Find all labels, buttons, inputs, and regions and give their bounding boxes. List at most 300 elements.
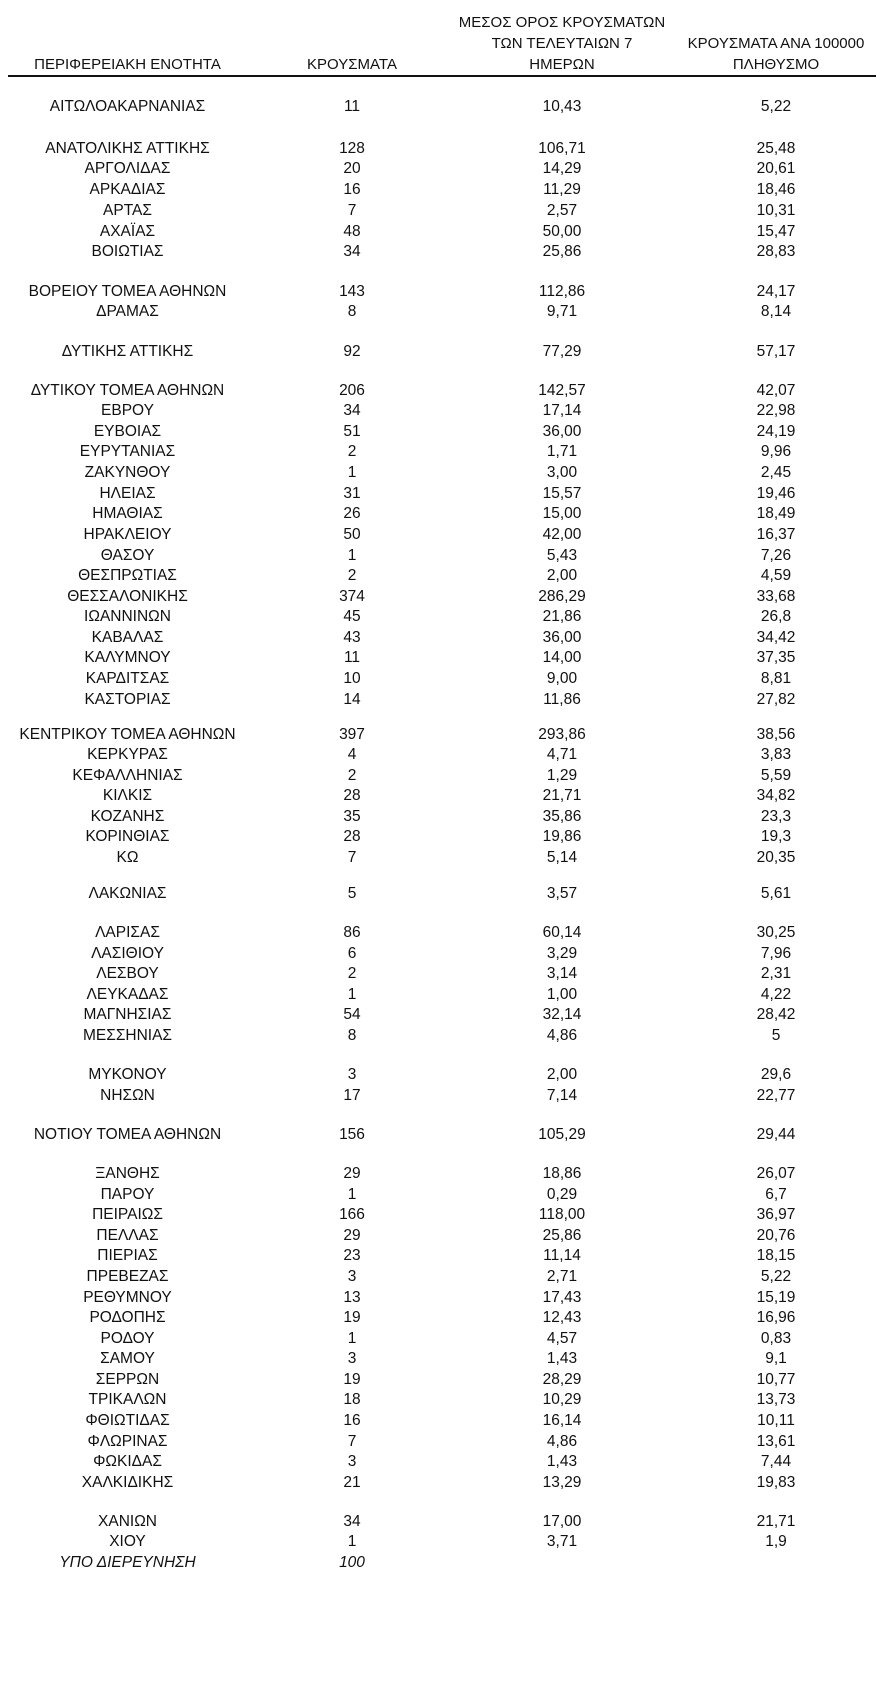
table-row xyxy=(0,463,881,483)
per100k-cell: 2,45 xyxy=(760,464,792,481)
per100k-cell: 24,17 xyxy=(756,283,796,300)
table-row xyxy=(0,1226,881,1246)
per100k-cell: 18,15 xyxy=(756,1247,796,1264)
cases-cell: 11 xyxy=(343,98,361,115)
cases-cell: 128 xyxy=(339,140,365,157)
cases-cell: 1 xyxy=(347,986,357,1003)
cases-cell: 92 xyxy=(343,343,361,360)
cases-cell: 7 xyxy=(347,1433,357,1450)
per100k-cell: 5,59 xyxy=(760,767,792,784)
cases-cell: 8 xyxy=(347,303,357,320)
table-row xyxy=(0,1288,881,1308)
table-row xyxy=(0,807,881,827)
avg7-cell: 7,14 xyxy=(546,1087,578,1104)
per100k-cell: 25,48 xyxy=(756,140,796,157)
table-row xyxy=(0,848,881,868)
region-cell: ΑΡΤΑΣ xyxy=(103,202,152,219)
region-cell: ΕΒΡΟΥ xyxy=(101,402,154,419)
per100k-cell: 26,8 xyxy=(760,608,792,625)
avg7-cell: 4,86 xyxy=(546,1027,578,1044)
avg7-cell: 15,57 xyxy=(542,485,582,502)
header-per100k-line2: ΠΛΗΘΥΣΜΟ xyxy=(732,56,820,73)
region-cell: ΜΕΣΣΗΝΙΑΣ xyxy=(82,1027,173,1044)
avg7-cell: 21,86 xyxy=(542,608,582,625)
region-cell: ΦΛΩΡΙΝΑΣ xyxy=(87,1433,168,1450)
per100k-cell: 15,19 xyxy=(756,1289,796,1306)
cases-cell: 3 xyxy=(347,1066,357,1083)
table-row xyxy=(0,1329,881,1349)
table-row xyxy=(0,566,881,586)
cases-cell: 100 xyxy=(339,1554,365,1571)
cases-cell: 16 xyxy=(343,1412,361,1429)
table-row xyxy=(0,381,881,401)
avg7-cell: 3,00 xyxy=(546,464,578,481)
avg7-cell: 4,71 xyxy=(546,746,578,763)
per100k-cell: 1,9 xyxy=(765,1533,787,1550)
per100k-cell: 28,83 xyxy=(756,243,796,260)
per100k-cell: 13,73 xyxy=(756,1391,796,1408)
per100k-cell: 34,42 xyxy=(756,629,796,646)
region-cell: ΚΩ xyxy=(116,849,139,866)
per100k-cell: 24,19 xyxy=(756,423,796,440)
cases-cell: 2 xyxy=(347,767,357,784)
region-cell: ΕΥΡΥΤΑΝΙΑΣ xyxy=(79,443,176,460)
cases-cell: 34 xyxy=(343,402,361,419)
cases-cell: 23 xyxy=(343,1247,361,1264)
per100k-cell: 19,46 xyxy=(756,485,796,502)
avg7-cell: 106,71 xyxy=(538,140,586,157)
cases-cell: 1 xyxy=(347,1186,357,1203)
avg7-cell: 112,86 xyxy=(538,283,586,300)
header-avg7-line3: ΗΜΕΡΩΝ xyxy=(529,56,595,73)
cases-cell: 43 xyxy=(343,629,361,646)
region-cell: ΠΕΛΛΑΣ xyxy=(96,1227,159,1244)
per100k-cell: 29,6 xyxy=(760,1066,792,1083)
region-cell: ΣΑΜΟΥ xyxy=(100,1350,155,1367)
table-row xyxy=(0,525,881,545)
avg7-cell: 35,86 xyxy=(542,808,582,825)
region-cell: ΠΡΕΒΕΖΑΣ xyxy=(86,1268,169,1285)
per100k-cell: 27,82 xyxy=(756,691,796,708)
avg7-cell: 12,43 xyxy=(542,1309,582,1326)
per100k-cell: 7,26 xyxy=(760,547,792,564)
avg7-cell: 9,71 xyxy=(546,303,578,320)
avg7-cell: 14,00 xyxy=(542,649,582,666)
table-row xyxy=(0,1086,881,1106)
table-row xyxy=(0,766,881,786)
cases-cell: 374 xyxy=(339,588,365,605)
table-row xyxy=(0,1432,881,1452)
table-row xyxy=(0,1411,881,1431)
region-cell: ΛΕΣΒΟΥ xyxy=(96,965,159,982)
table-row xyxy=(0,1532,881,1552)
cases-cell: 35 xyxy=(343,808,361,825)
avg7-cell: 21,71 xyxy=(542,787,582,804)
avg7-cell: 36,00 xyxy=(542,629,582,646)
cases-cell: 8 xyxy=(347,1027,357,1044)
per100k-cell: 9,96 xyxy=(760,443,792,460)
per100k-cell: 23,3 xyxy=(760,808,792,825)
per100k-cell: 26,07 xyxy=(756,1165,796,1182)
region-cell: ΚΕΦΑΛΛΗΝΙΑΣ xyxy=(72,767,183,784)
avg7-cell: 17,14 xyxy=(542,402,582,419)
per100k-cell: 9,1 xyxy=(765,1350,787,1367)
per100k-cell: 7,44 xyxy=(760,1453,792,1470)
table-row xyxy=(0,1185,881,1205)
region-cell: ΤΡΙΚΑΛΩΝ xyxy=(88,1391,167,1408)
per100k-cell: 18,49 xyxy=(756,505,796,522)
region-cell: ΒΟΙΩΤΙΑΣ xyxy=(91,243,164,260)
cases-cell: 7 xyxy=(347,202,357,219)
region-cell: ΣΕΡΡΩΝ xyxy=(95,1371,160,1388)
per100k-cell: 22,98 xyxy=(756,402,796,419)
avg7-cell: 10,43 xyxy=(542,98,582,115)
cases-cell: 34 xyxy=(343,1513,361,1530)
avg7-cell: 2,00 xyxy=(546,1066,578,1083)
per100k-cell: 57,17 xyxy=(756,343,796,360)
avg7-cell: 15,00 xyxy=(542,505,582,522)
cases-cell: 10 xyxy=(343,670,361,687)
cases-cell: 51 xyxy=(343,423,361,440)
cases-cell: 48 xyxy=(343,223,361,240)
header-cases: ΚΡΟΥΣΜΑΤΑ xyxy=(307,56,397,73)
region-cell: ΦΩΚΙΔΑΣ xyxy=(93,1453,162,1470)
avg7-cell: 9,00 xyxy=(546,670,578,687)
region-cell: ΛΕΥΚΑΔΑΣ xyxy=(86,986,169,1003)
avg7-cell: 286,29 xyxy=(538,588,586,605)
cases-cell: 21 xyxy=(343,1474,361,1491)
region-cell: ΛΑΚΩΝΙΑΣ xyxy=(88,885,167,902)
per100k-cell: 22,77 xyxy=(756,1087,796,1104)
region-cell: ΚΟΡΙΝΘΙΑΣ xyxy=(85,828,170,845)
per100k-cell: 2,31 xyxy=(760,965,792,982)
table-row xyxy=(0,139,881,159)
avg7-cell: 11,86 xyxy=(543,691,581,708)
region-cell: ΑΡΚΑΔΙΑΣ xyxy=(89,181,166,198)
region-cell: ΠΕΙΡΑΙΩΣ xyxy=(92,1206,163,1223)
table-row xyxy=(0,745,881,765)
avg7-cell: 42,00 xyxy=(542,526,582,543)
region-cell: ΡΕΘΥΜΝΟΥ xyxy=(83,1289,172,1306)
avg7-cell: 28,29 xyxy=(542,1371,582,1388)
table-row xyxy=(0,1452,881,1472)
avg7-cell: 32,14 xyxy=(542,1006,582,1023)
table-row xyxy=(0,302,881,322)
per100k-cell: 19,3 xyxy=(760,828,792,845)
table-row xyxy=(0,1246,881,1266)
avg7-cell: 3,14 xyxy=(546,965,578,982)
table-row xyxy=(0,442,881,462)
avg7-cell: 1,00 xyxy=(546,986,578,1003)
table-row xyxy=(0,587,881,607)
per100k-cell: 38,56 xyxy=(756,726,796,743)
avg7-cell: 77,29 xyxy=(542,343,582,360)
per100k-cell: 0,83 xyxy=(760,1330,792,1347)
avg7-cell: 3,71 xyxy=(546,1533,578,1550)
avg7-cell: 25,86 xyxy=(542,1227,582,1244)
table-row xyxy=(0,1553,881,1573)
cases-cell: 26 xyxy=(343,505,361,522)
region-cell: ΠΑΡΟΥ xyxy=(100,1186,155,1203)
header-per100k-line1: ΚΡΟΥΣΜΑΤΑ ΑΝΑ 100000 xyxy=(687,35,865,52)
per100k-cell: 28,42 xyxy=(756,1006,796,1023)
table-row xyxy=(0,159,881,179)
cases-cell: 31 xyxy=(343,485,361,502)
avg7-cell: 11,14 xyxy=(543,1247,581,1264)
per100k-cell: 19,83 xyxy=(756,1474,796,1491)
cases-cell: 3 xyxy=(347,1350,357,1367)
region-cell: ΝΗΣΩΝ xyxy=(100,1087,155,1104)
region-cell: ΚΑΒΑΛΑΣ xyxy=(91,629,164,646)
region-cell: ΚΑΣΤΟΡΙΑΣ xyxy=(84,691,171,708)
region-cell: ΜΑΓΝΗΣΙΑΣ xyxy=(83,1006,172,1023)
per100k-cell: 8,81 xyxy=(760,670,792,687)
region-cell: ΛΑΡΙΣΑΣ xyxy=(95,924,160,941)
per100k-cell: 10,11 xyxy=(757,1412,795,1429)
per100k-cell: 30,25 xyxy=(756,924,796,941)
avg7-cell: 4,57 xyxy=(546,1330,578,1347)
table-row xyxy=(0,222,881,242)
table-row xyxy=(0,1370,881,1390)
avg7-cell: 3,29 xyxy=(546,945,578,962)
cases-cell: 29 xyxy=(343,1165,361,1182)
table-row xyxy=(0,546,881,566)
table-row xyxy=(0,97,881,117)
region-cell: ΜΥΚΟΝΟΥ xyxy=(88,1066,167,1083)
region-cell: ΡΟΔΟΠΗΣ xyxy=(89,1309,166,1326)
cases-cell: 206 xyxy=(339,382,365,399)
cases-cell: 86 xyxy=(343,924,361,941)
cases-cell: 45 xyxy=(343,608,361,625)
cases-cell: 156 xyxy=(339,1126,365,1143)
table-row xyxy=(0,725,881,745)
table-row xyxy=(0,786,881,806)
region-cell: ΑΡΓΟΛΙΔΑΣ xyxy=(84,160,171,177)
table-row xyxy=(0,180,881,200)
cases-cell: 6 xyxy=(347,945,357,962)
per100k-cell: 36,97 xyxy=(756,1206,796,1223)
cases-cell: 397 xyxy=(339,726,365,743)
avg7-cell: 60,14 xyxy=(542,924,582,941)
region-cell: ΗΡΑΚΛΕΙΟΥ xyxy=(83,526,172,543)
region-cell: ΘΑΣΟΥ xyxy=(100,547,155,564)
region-cell: ΝΟΤΙΟΥ ΤΟΜΕΑ ΑΘΗΝΩΝ xyxy=(33,1126,222,1143)
region-cell: ΑΧΑΪΑΣ xyxy=(99,223,156,240)
per100k-cell: 16,37 xyxy=(756,526,796,543)
avg7-cell: 17,00 xyxy=(542,1513,582,1530)
table-row xyxy=(0,964,881,984)
cases-cell: 19 xyxy=(343,1371,361,1388)
avg7-cell: 1,71 xyxy=(546,443,578,460)
region-cell: ΚΙΛΚΙΣ xyxy=(102,787,153,804)
per100k-cell: 3,83 xyxy=(760,746,792,763)
cases-cell: 1 xyxy=(347,547,357,564)
region-cell: ΧΙΟΥ xyxy=(109,1533,146,1550)
cases-cell: 5 xyxy=(347,885,357,902)
avg7-cell: 5,14 xyxy=(546,849,578,866)
per100k-cell: 4,59 xyxy=(760,567,792,584)
avg7-cell: 11,29 xyxy=(543,181,581,198)
table-row xyxy=(0,504,881,524)
per100k-cell: 42,07 xyxy=(756,382,796,399)
avg7-cell: 16,14 xyxy=(542,1412,582,1429)
per100k-cell: 13,61 xyxy=(756,1433,796,1450)
avg7-cell: 2,71 xyxy=(546,1268,578,1285)
region-cell: ΡΟΔΟΥ xyxy=(100,1330,155,1347)
table-row xyxy=(0,923,881,943)
avg7-cell: 118,00 xyxy=(538,1206,586,1223)
avg7-cell: 2,00 xyxy=(546,567,578,584)
avg7-cell: 10,29 xyxy=(542,1391,582,1408)
cases-cell: 16 xyxy=(343,181,361,198)
cases-cell: 29 xyxy=(343,1227,361,1244)
table-row xyxy=(0,884,881,904)
region-cell: ΔΥΤΙΚΟΥ ΤΟΜΕΑ ΑΘΗΝΩΝ xyxy=(30,382,225,399)
region-cell: ΔΥΤΙΚΗΣ ΑΤΤΙΚΗΣ xyxy=(61,343,194,360)
avg7-cell: 5,43 xyxy=(546,547,578,564)
per100k-cell: 6,7 xyxy=(765,1186,787,1203)
table-row xyxy=(0,985,881,1005)
cases-cell: 1 xyxy=(347,464,357,481)
table-row xyxy=(0,1005,881,1025)
table-row xyxy=(0,690,881,710)
cases-cell: 11 xyxy=(343,649,361,666)
cases-cell: 34 xyxy=(343,243,361,260)
cases-cell: 2 xyxy=(347,443,357,460)
cases-cell: 1 xyxy=(347,1533,357,1550)
avg7-cell: 142,57 xyxy=(538,382,586,399)
region-cell: ΛΑΣΙΘΙΟΥ xyxy=(91,945,164,962)
table-row xyxy=(0,628,881,648)
per100k-cell: 5 xyxy=(771,1027,781,1044)
cases-cell: 28 xyxy=(343,787,361,804)
table-row xyxy=(0,944,881,964)
cases-cell: 166 xyxy=(339,1206,365,1223)
cases-cell: 19 xyxy=(343,1309,361,1326)
region-cell: ΠΙΕΡΙΑΣ xyxy=(97,1247,158,1264)
table-row xyxy=(0,1205,881,1225)
avg7-cell: 13,29 xyxy=(542,1474,582,1491)
avg7-cell: 18,86 xyxy=(542,1165,582,1182)
per100k-cell: 18,46 xyxy=(756,181,796,198)
table-row xyxy=(0,282,881,302)
cases-cell: 3 xyxy=(347,1453,357,1470)
region-cell: ΚΑΛΥΜΝΟΥ xyxy=(84,649,171,666)
table-row xyxy=(0,827,881,847)
table-row xyxy=(0,648,881,668)
per100k-cell: 15,47 xyxy=(756,223,796,240)
table-row xyxy=(0,669,881,689)
region-cell: ΧΑΝΙΩΝ xyxy=(98,1513,157,1530)
region-cell: ΕΥΒΟΙΑΣ xyxy=(93,423,162,440)
region-cell: ΥΠΟ ΔΙΕΡΕΥΝΗΣΗ xyxy=(59,1554,196,1571)
per100k-cell: 8,14 xyxy=(760,303,792,320)
region-cell: ΗΜΑΘΙΑΣ xyxy=(92,505,163,522)
cases-cell: 143 xyxy=(339,283,365,300)
per100k-cell: 16,96 xyxy=(756,1309,796,1326)
avg7-cell: 1,43 xyxy=(546,1350,578,1367)
region-cell: ΚΕΝΤΡΙΚΟΥ ΤΟΜΕΑ ΑΘΗΝΩΝ xyxy=(19,726,236,743)
region-cell: ΑΙΤΩΛΟΑΚΑΡΝΑΝΙΑΣ xyxy=(49,98,206,115)
table-row xyxy=(0,607,881,627)
header-region: ΠΕΡΙΦΕΡΕΙΑΚΗ ΕΝΟΤΗΤΑ xyxy=(34,56,221,73)
avg7-cell: 1,43 xyxy=(546,1453,578,1470)
region-cell: ΦΘΙΩΤΙΔΑΣ xyxy=(85,1412,170,1429)
table-row xyxy=(0,1267,881,1287)
avg7-cell: 19,86 xyxy=(542,828,582,845)
per100k-cell: 10,77 xyxy=(756,1371,796,1388)
per100k-cell: 21,71 xyxy=(756,1513,796,1530)
avg7-cell: 17,43 xyxy=(542,1289,582,1306)
per100k-cell: 5,22 xyxy=(760,98,792,115)
region-cell: ΞΑΝΘΗΣ xyxy=(95,1165,160,1182)
avg7-cell: 36,00 xyxy=(542,423,582,440)
per100k-cell: 4,22 xyxy=(760,986,792,1003)
region-cell: ΚΕΡΚΥΡΑΣ xyxy=(87,746,168,763)
avg7-cell: 293,86 xyxy=(538,726,586,743)
region-cell: ΗΛΕΙΑΣ xyxy=(99,485,156,502)
per100k-cell: 10,31 xyxy=(756,202,796,219)
avg7-cell: 2,57 xyxy=(546,202,578,219)
per100k-cell: 5,22 xyxy=(760,1268,792,1285)
avg7-cell: 3,57 xyxy=(546,885,578,902)
table-row xyxy=(0,1390,881,1410)
per100k-cell: 29,44 xyxy=(756,1126,796,1143)
cases-cell: 3 xyxy=(347,1268,357,1285)
table-row xyxy=(0,1125,881,1145)
per100k-cell: 5,61 xyxy=(760,885,792,902)
avg7-cell: 4,86 xyxy=(546,1433,578,1450)
region-cell: ΚΟΖΑΝΗΣ xyxy=(90,808,165,825)
header-avg7-line2: ΤΩΝ ΤΕΛΕΥΤΑΙΩΝ 7 xyxy=(491,35,633,52)
table-row xyxy=(0,201,881,221)
cases-cell: 7 xyxy=(347,849,357,866)
cases-cell: 20 xyxy=(343,160,361,177)
table-row xyxy=(0,484,881,504)
table-row xyxy=(0,1308,881,1328)
per100k-cell: 37,35 xyxy=(756,649,796,666)
table-row xyxy=(0,401,881,421)
cases-cell: 2 xyxy=(347,567,357,584)
region-cell: ΔΡΑΜΑΣ xyxy=(96,303,159,320)
header-underline xyxy=(8,75,876,77)
region-cell: ΙΩΑΝΝΙΝΩΝ xyxy=(84,608,171,625)
per100k-cell: 33,68 xyxy=(756,588,796,605)
avg7-cell: 50,00 xyxy=(542,223,582,240)
region-cell: ΘΕΣΠΡΩΤΙΑΣ xyxy=(78,567,177,584)
region-cell: ΚΑΡΔΙΤΣΑΣ xyxy=(85,670,170,687)
per100k-cell: 20,35 xyxy=(756,849,796,866)
avg7-cell: 1,29 xyxy=(546,767,578,784)
cases-cell: 4 xyxy=(347,746,357,763)
table-row xyxy=(0,1065,881,1085)
avg7-cell: 25,86 xyxy=(542,243,582,260)
table-row xyxy=(0,1512,881,1532)
table-row xyxy=(0,422,881,442)
table-row xyxy=(0,342,881,362)
table-row xyxy=(0,1026,881,1046)
cases-cell: 28 xyxy=(343,828,361,845)
table-row xyxy=(0,1349,881,1369)
header-avg7-line1: ΜΕΣΟΣ ΟΡΟΣ ΚΡΟΥΣΜΑΤΩΝ xyxy=(458,14,666,31)
avg7-cell: 105,29 xyxy=(538,1126,586,1143)
region-cell: ΘΕΣΣΑΛΟΝΙΚΗΣ xyxy=(67,588,188,605)
region-cell: ΖΑΚΥΝΘΟΥ xyxy=(84,464,171,481)
cases-cell: 18 xyxy=(343,1391,361,1408)
region-cell: ΧΑΛΚΙΔΙΚΗΣ xyxy=(81,1474,174,1491)
table-row xyxy=(0,1473,881,1493)
region-cell: ΒΟΡΕΙΟΥ ΤΟΜΕΑ ΑΘΗΝΩΝ xyxy=(28,283,227,300)
